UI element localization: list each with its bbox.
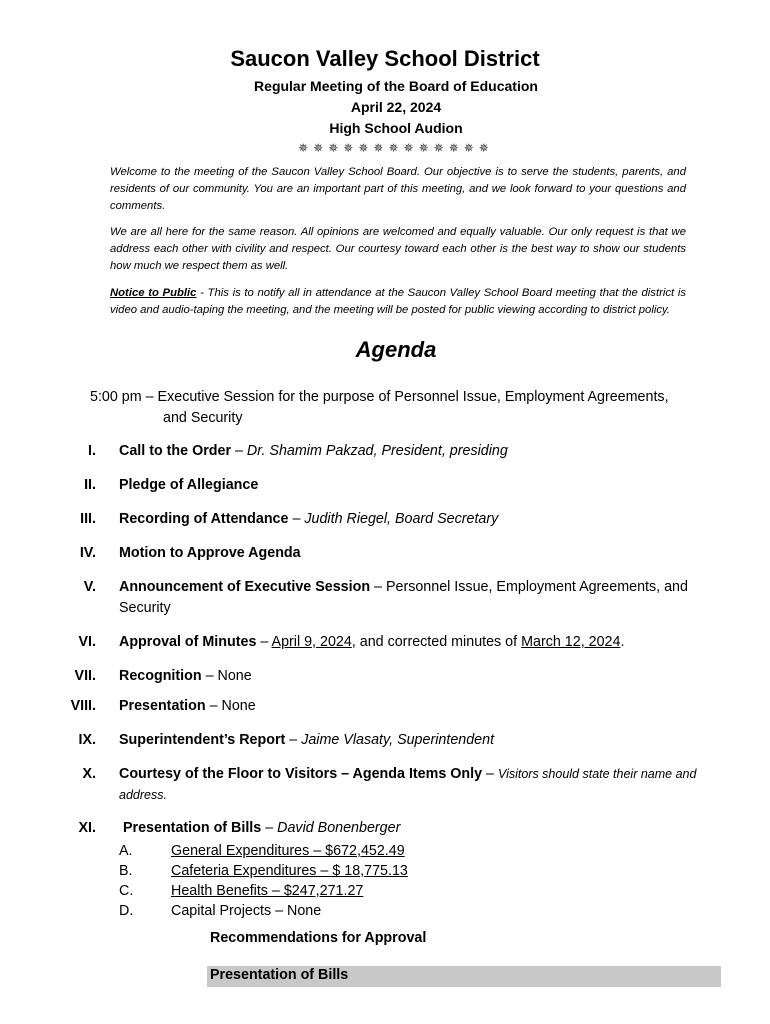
item-number: X.: [82, 766, 96, 782]
bill-letter: C.: [119, 883, 134, 899]
bill-item: [119, 841, 405, 861]
notice-paragraph: [110, 285, 686, 319]
item-number: XI.: [78, 820, 96, 836]
meeting-subtitle: Regular Meeting of the Board of Education: [254, 78, 538, 94]
item-number: II.: [84, 477, 96, 493]
bill-text-capital: Capital Projects – None: [171, 903, 322, 919]
recommendations-heading: Recommendations for Approval: [210, 930, 427, 946]
item-title: Approval of Minutes: [119, 634, 257, 650]
item-title: Recognition: [119, 668, 202, 684]
bill-link-cafeteria[interactable]: Cafeteria Expenditures – $ 18,775.13: [171, 863, 408, 879]
item-end: .: [620, 634, 625, 650]
agenda-heading: Agenda: [355, 337, 437, 362]
item-number: VIII.: [70, 698, 96, 714]
item-detail: – None: [201, 668, 252, 684]
item-title: Presentation of Bills: [123, 820, 262, 836]
item-title: Recording of Attendance: [119, 511, 289, 527]
item-presenter: Dr. Shamim Pakzad, President, presiding: [246, 443, 508, 459]
bill-item: [119, 881, 363, 901]
bill-letter: A.: [119, 843, 133, 859]
item-number: IV.: [79, 545, 96, 561]
executive-session: [90, 387, 710, 429]
minutes-link-march[interactable]: March 12, 2024: [521, 634, 621, 650]
item-separator: –: [285, 732, 302, 748]
item-presenter: Jaime Vlasaty, Superintendent: [301, 732, 495, 748]
minutes-link-april[interactable]: April 9, 2024: [271, 634, 352, 650]
reason-paragraph: We are all here for the same reason. All opinions are welcomed and equally valuable. Our only request is that we address each other with civility and respect. Our courtesy toward each other is the best way to show our students how much we respect them as well.: [110, 226, 686, 272]
item-title: Motion to Approve Agenda: [119, 545, 301, 561]
meeting-location: High School Audion: [329, 120, 463, 136]
item-number: IX.: [78, 732, 96, 748]
item-presenter: Judith Riegel, Board Secretary: [304, 511, 499, 527]
item-number: VII.: [74, 668, 96, 684]
item-detail: – Personnel Issue, Employment Agreements, and Security: [119, 579, 688, 616]
item-note: Visitors should state their name and address.: [119, 767, 697, 802]
bill-link-general[interactable]: General Expenditures – $672,452.49: [171, 843, 405, 859]
section-bar: [207, 966, 721, 987]
ornament-divider: ✵✵✵✵✵✵✵✵✵✵✵✵✵: [298, 141, 494, 155]
item-title: Call to the Order: [119, 443, 232, 459]
item-number: VI.: [78, 634, 96, 650]
item-title: Superintendent’s Report: [119, 732, 286, 748]
item-title: Courtesy of the Floor to Visitors – Agenda Items Only: [119, 766, 483, 782]
item-number: I.: [88, 443, 96, 459]
section-bar-label: Presentation of Bills: [210, 967, 349, 983]
executive-session-line2: and Security: [163, 410, 243, 426]
item-title: Presentation: [119, 698, 206, 714]
bill-letter: D.: [119, 903, 134, 919]
executive-session-line1: 5:00 pm – Executive Session for the purpose of Personnel Issue, Employment Agreements,: [90, 389, 669, 405]
meeting-date: April 22, 2024: [350, 99, 442, 115]
district-title: Saucon Valley School District: [230, 46, 540, 71]
item-title: Pledge of Allegiance: [119, 477, 259, 493]
item-number: V.: [83, 579, 96, 595]
item-title: Announcement of Executive Session: [119, 579, 371, 595]
welcome-paragraph: Welcome to the meeting of the Saucon Valley School Board. Our objective is to serve the students, parents, and residents of our community. You are an important part of this meeting, and we look forward to your questions and comments.: [110, 166, 686, 212]
notice-label: Notice to Public: [110, 287, 197, 299]
item-separator: –: [288, 511, 305, 527]
item-number: III.: [80, 511, 96, 527]
bill-item: [119, 901, 321, 921]
bill-item: [119, 861, 408, 881]
bill-link-health[interactable]: Health Benefits – $247,271.27: [171, 883, 364, 899]
item-separator: –: [261, 820, 278, 836]
item-separator: –: [231, 443, 247, 459]
notice-text: - This is to notify all in attendance at the Saucon Valley School Board meeting that the district is video and audio-taping the meeting, and the meeting will be posted for public viewing according to district policy.: [110, 287, 686, 316]
item-separator: –: [256, 634, 272, 650]
item-presenter: David Bonenberger: [277, 820, 401, 836]
item-detail: , and corrected minutes of: [351, 634, 522, 650]
item-separator: –: [482, 766, 498, 782]
item-detail: – None: [205, 698, 256, 714]
bill-letter: B.: [119, 863, 133, 879]
